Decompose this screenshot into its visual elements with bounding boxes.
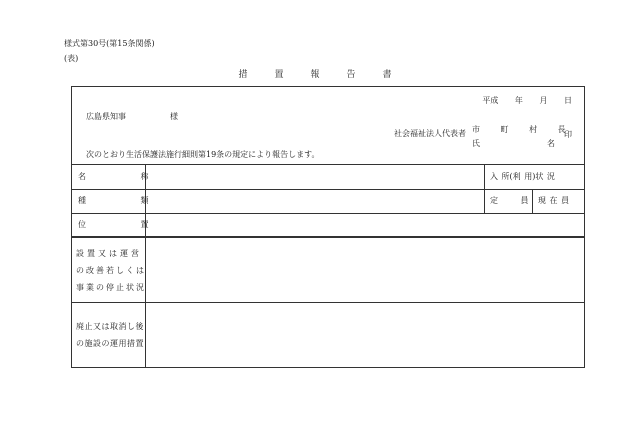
page-title: 措置報告書 [238,70,419,80]
municipality-head-label: 市 町 村 長 [472,125,566,134]
name-label: 名 称 [78,172,149,181]
location-input-cell[interactable] [147,214,583,235]
disposal-label-line2: の施設の運用措置 [76,339,144,348]
date-field[interactable]: 平成 年 月 日 [482,96,572,105]
capacity-label: 定 員 [490,196,529,205]
name-label-second: 名 [547,139,555,148]
right-section-divider [484,164,485,213]
representative-label: 社会福祉法人代表者 [394,129,466,138]
current-count-label: 現 在 員 [538,196,570,205]
front-side-label: (表) [64,54,79,63]
row-divider-3 [72,302,584,303]
honorific: 様 [170,112,178,121]
disposal-input-cell[interactable] [147,304,583,366]
name-label-first: 氏 [472,139,480,148]
location-label: 位 置 [78,220,149,229]
status-label-line1: 設置又は運営 [76,249,142,258]
seal-mark: 印 [564,130,572,139]
status-input-cell[interactable] [147,239,583,301]
disposal-label-line1: 廃止又は取消し後 [76,322,144,331]
status-label-line2: の改善若しくは [76,266,146,275]
residents-status-label: 入 所(利 用)状 況 [490,172,555,181]
type-label: 種 類 [78,196,149,205]
form-number: 様式第30号(第15条関係) [64,39,155,48]
status-label-line3: 事業の停止状況 [76,283,146,292]
report-form-table [71,86,585,368]
name-input-cell[interactable] [147,165,483,188]
section-divider [72,236,584,238]
report-statement: 次のとおり生活保護法施行細則第19条の規定により報告します。 [86,150,320,159]
capacity-divider [532,189,533,213]
addressee: 広島県知事 [86,112,126,121]
type-input-cell[interactable] [147,190,483,212]
